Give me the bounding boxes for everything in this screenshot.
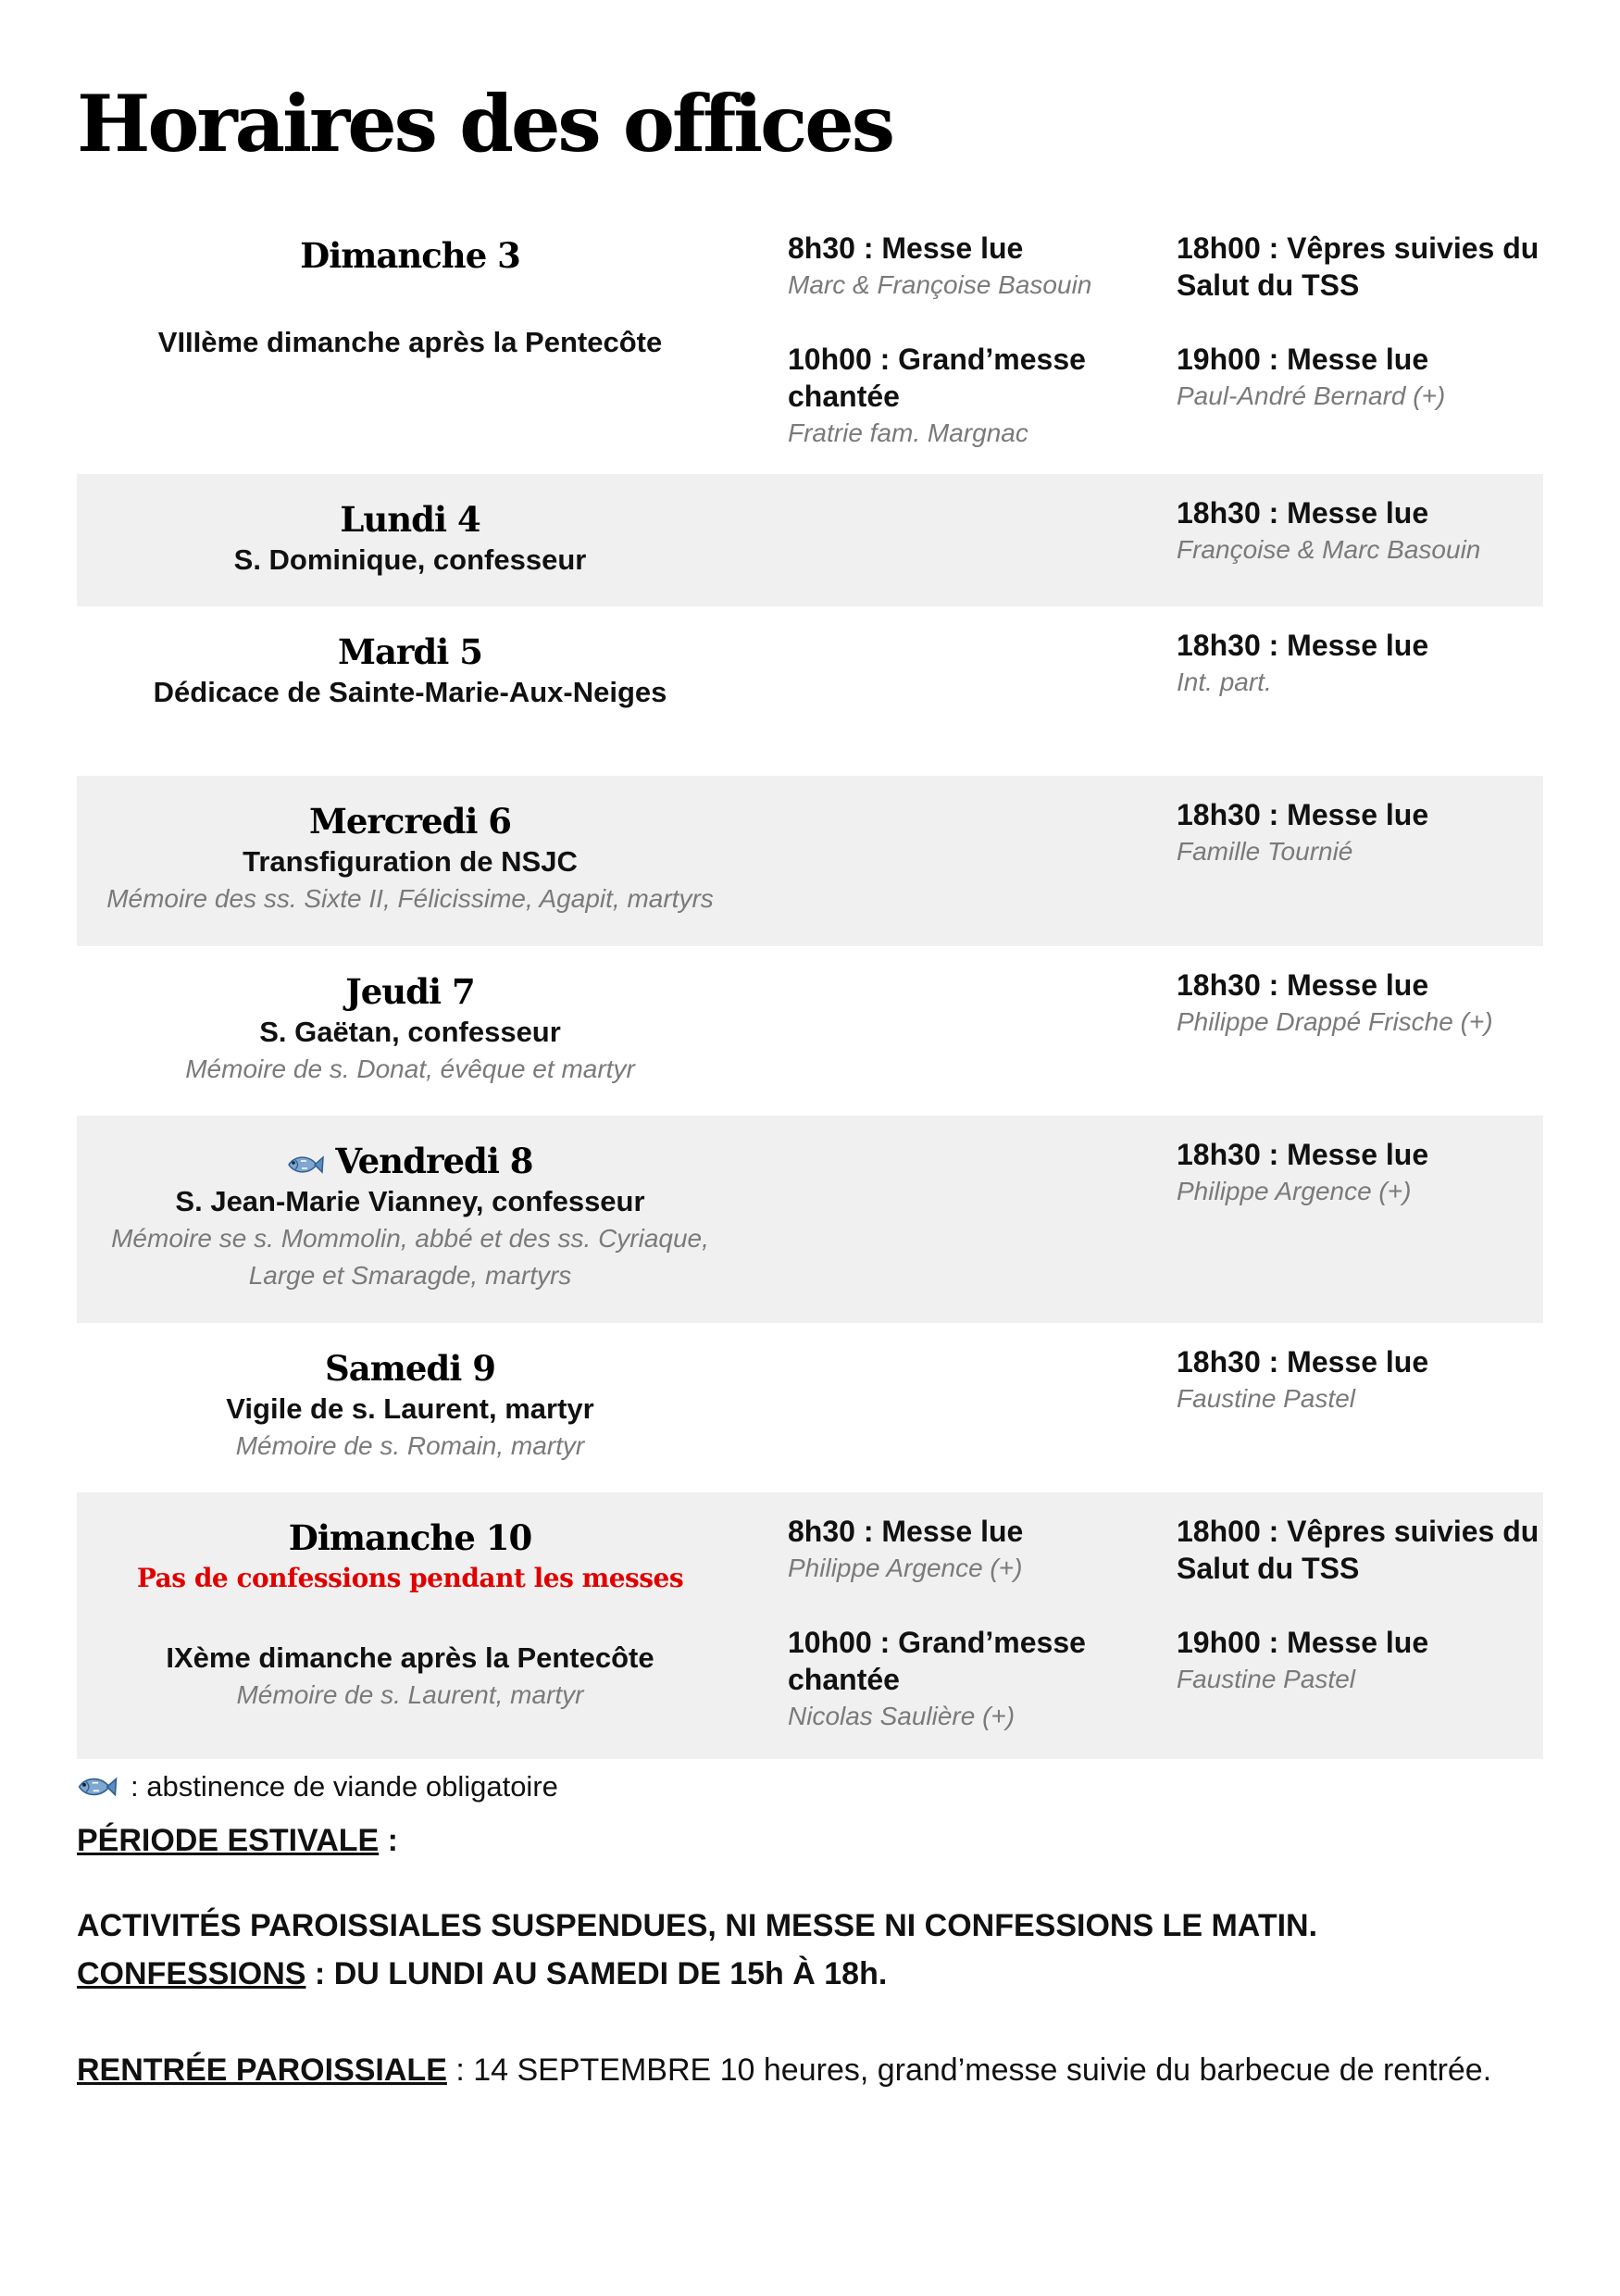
day-row-mardi-5	[77, 606, 1543, 776]
mass-intention: Famille Tournié	[1177, 837, 1353, 866]
fish-icon	[77, 1774, 118, 1800]
no-confessions-warning: Pas de confessions pendant les messes	[136, 1563, 684, 1593]
mass-entry	[788, 341, 1130, 452]
mass-column-evening	[1177, 627, 1543, 701]
schedule	[77, 222, 1543, 1759]
feast: Vigile de s. Laurent, martyr	[226, 1392, 594, 1425]
confessions-notice	[77, 1950, 1543, 1998]
day-cell	[77, 233, 743, 361]
day-row-dimanche-3	[77, 222, 1543, 474]
day-row-jeudi-7	[77, 946, 1543, 1116]
mass-time: 18h30 : Messe lue	[1177, 629, 1429, 662]
rentree-notice	[77, 2046, 1491, 2094]
mass-time: 8h30 : Messe lue	[788, 1515, 1024, 1548]
day-name: Jeudi 7	[345, 971, 475, 1012]
mass-intention: Paul-André Bernard (+)	[1177, 381, 1446, 410]
mass-column-evening	[1177, 230, 1543, 415]
mass-column-morning	[788, 230, 1130, 452]
memoire-line-2: Large et Smaragde, martyrs	[248, 1261, 572, 1290]
day-row-vendredi-8	[77, 1116, 1543, 1323]
mass-time: 18h30 : Messe lue	[1177, 968, 1429, 1002]
mass-intention: Faustine Pastel	[1177, 1384, 1355, 1413]
mass-entry	[788, 1624, 1130, 1735]
day-row-lundi-4	[77, 474, 1543, 606]
mass-column-evening	[1177, 1343, 1543, 1417]
mass-column-evening	[1177, 494, 1543, 568]
mass-time: 18h30 : Messe lue	[1177, 496, 1429, 530]
mass-time: 10h00 : Grand’messe chantée	[788, 343, 1086, 413]
day-cell	[77, 799, 743, 917]
mass-column-evening	[1177, 1513, 1543, 1698]
day-name: Mardi 5	[338, 631, 482, 672]
day-name: Mercredi 6	[308, 801, 512, 842]
periode-label: PÉRIODE ESTIVALE	[77, 1823, 380, 1858]
mass-time: 18h30 : Messe lue	[1177, 1345, 1429, 1379]
memoire-line-1: Mémoire se s. Mommolin, abbé et des ss. Cyriaque,	[111, 1224, 709, 1253]
mass-time: 19h00 : Messe lue	[1177, 1626, 1429, 1659]
page-title: Horaires des offices	[77, 78, 893, 169]
day-row-samedi-9	[77, 1323, 1543, 1492]
feast: Dédicace de Sainte-Marie-Aux-Neiges	[153, 676, 667, 708]
day-cell	[77, 630, 743, 711]
mass-intention: Fratrie fam. Margnac	[788, 418, 1028, 447]
day-cell	[77, 1346, 743, 1465]
fish-icon	[287, 1153, 324, 1177]
confessions-text: : DU LUNDI AU SAMEDI DE 15h À 18h.	[305, 1956, 888, 1991]
feast: VIIIème dimanche après la Pentecôte	[157, 326, 663, 358]
mass-intention: Marc & Françoise Basouin	[788, 270, 1092, 299]
mass-entry	[1177, 341, 1543, 415]
day-cell	[77, 1516, 743, 1714]
mass-entry	[1177, 1513, 1543, 1587]
mass-intention: Faustine Pastel	[1177, 1665, 1355, 1693]
memoire: Mémoire de s. Laurent, martyr	[236, 1680, 584, 1709]
memoire: Mémoire de s. Donat, évêque et martyr	[185, 1054, 635, 1083]
feast: IXème dimanche après la Pentecôte	[166, 1641, 654, 1674]
mass-time: 18h30 : Messe lue	[1177, 1138, 1429, 1171]
mass-time: 19h00 : Messe lue	[1177, 343, 1429, 376]
activites-notice: ACTIVITÉS PAROISSIALES SUSPENDUES, NI MESSE NI CONFESSIONS LE MATIN.	[77, 1908, 1318, 1943]
mass-column-evening	[1177, 796, 1543, 870]
day-name-with-fish	[77, 1139, 743, 1183]
mass-intention: Nicolas Saulière (+)	[788, 1702, 1016, 1730]
rentree-text: : 14 SEPTEMBRE 10 heures, grand’messe suivie du barbecue de rentrée.	[446, 2053, 1492, 2088]
day-name-text: Vendredi 8	[335, 1141, 533, 1181]
mass-entry	[788, 230, 1130, 304]
mass-column-morning	[788, 1513, 1130, 1735]
mass-entry	[788, 1513, 1130, 1587]
periode-heading	[77, 1816, 1543, 1865]
mass-column-evening	[1177, 967, 1543, 1041]
mass-column-evening	[1177, 1136, 1543, 1210]
day-name: Dimanche 10	[288, 1517, 532, 1558]
mass-intention: Françoise & Marc Basouin	[1177, 535, 1481, 564]
rentree-label: RENTRÉE PAROISSIALE	[77, 2053, 447, 2088]
mass-entry	[1177, 1624, 1543, 1698]
memoire: Mémoire des ss. Sixte II, Félicissime, Agapit, martyrs	[106, 884, 714, 913]
feast: S. Jean-Marie Vianney, confesseur	[175, 1185, 645, 1217]
mass-time: 18h00 : Vêpres suivies du Salut du TSS	[1177, 231, 1539, 302]
mass-intention: Philippe Argence (+)	[788, 1554, 1023, 1582]
day-cell	[77, 969, 743, 1088]
mass-intention: Philippe Drappé Frische (+)	[1177, 1007, 1493, 1036]
feast: S. Dominique, confesseur	[233, 543, 587, 576]
legend	[77, 1770, 558, 1803]
mass-intention: Philippe Argence (+)	[1177, 1177, 1412, 1205]
confessions-label: CONFESSIONS	[77, 1956, 306, 1991]
day-cell	[77, 497, 743, 579]
feast: S. Gaëtan, confesseur	[259, 1016, 561, 1048]
legend-text: : abstinence de viande obligatoire	[131, 1770, 558, 1803]
mass-intention: Int. part.	[1177, 668, 1272, 696]
memoire: Mémoire de s. Romain, martyr	[235, 1431, 585, 1460]
mass-time: 10h00 : Grand’messe chantée	[788, 1626, 1086, 1696]
day-name: Lundi 4	[340, 499, 480, 540]
mass-time: 18h00 : Vêpres suivies du Salut du TSS	[1177, 1515, 1539, 1585]
feast: Transfiguration de NSJC	[243, 845, 578, 878]
day-cell	[77, 1139, 743, 1294]
mass-entry	[1177, 230, 1543, 304]
day-row-dimanche-10	[77, 1492, 1543, 1759]
periode-suffix: :	[379, 1823, 398, 1858]
mass-time: 18h30 : Messe lue	[1177, 798, 1429, 831]
mass-time: 8h30 : Messe lue	[788, 231, 1024, 265]
day-row-mercredi-6	[77, 776, 1543, 946]
day-name: Dimanche 3	[300, 235, 520, 276]
day-name: Samedi 9	[325, 1348, 495, 1389]
